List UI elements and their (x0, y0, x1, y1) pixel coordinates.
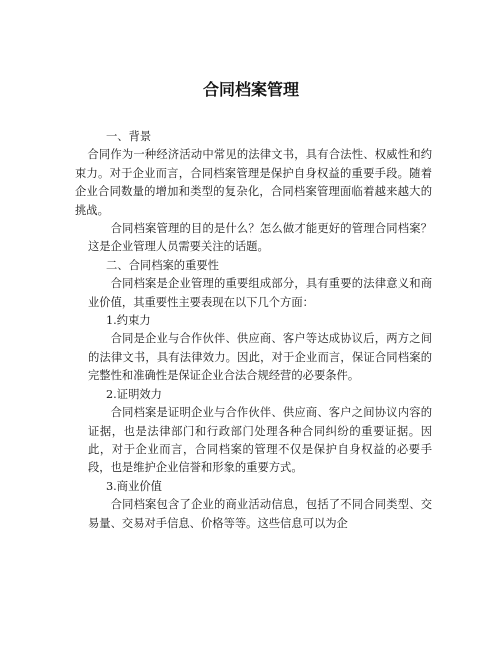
section-heading-background: 一、背景 (106, 130, 152, 143)
document-body (75, 128, 432, 533)
paragraph-background-2: 合同档案管理的目的是什么？怎么做才能更好的管理合同档案？这是企业管理人员需要关注的话题。 (88, 222, 432, 254)
subheading-binding-force: 1.约束力 (106, 314, 151, 328)
subheading-evidentiary-effect: 2.证明效力 (106, 387, 162, 401)
paragraph-binding-force: 合同是企业与合作伙伴、供应商、客户等达成协议后，两方之间的法律文书，具有法律效力。因此，对于企业而言，保证合同档案的完整性和准确性是保证企业合法合规经营的必要条件。 (88, 332, 432, 383)
paragraph-evidentiary-effect: 合同档案是证明企业与合作伙伴、供应商、客户之间协议内容的证据，也是法律部门和行政部门处理各种合同纠纷的重要证据。因此，对于企业而言，合同档案的管理不仅是保护自身权益的必要手段，也是维护企业信誉和形象的重要方式。 (88, 406, 432, 475)
paragraph-background-1: 合同作为一种经济活动中常见的法律文书，具有合法性、权威性和约束力。对于企业而言，合同档案管理是保护自身权益的重要手段。随着企业合同数量的增加和类型的复杂化，合同档案管理面临着越来越大的挑战。 (75, 148, 432, 217)
document-title: 合同档案管理 (202, 80, 299, 99)
paragraph-commercial-value: 合同档案包含了企业的商业活动信息，包括了不同合同类型、交易量、交易对手信息、价格等等。这些信息可以为企 (88, 498, 432, 530)
paragraph-importance-intro: 合同档案是企业管理的重要组成部分，具有重要的法律意义和商业价值，其重要性主要表现在以下几个方面： (88, 277, 432, 309)
subheading-commercial-value: 3.商业价值 (106, 479, 162, 493)
section-heading-importance: 二、合同档案的重要性 (106, 258, 219, 272)
